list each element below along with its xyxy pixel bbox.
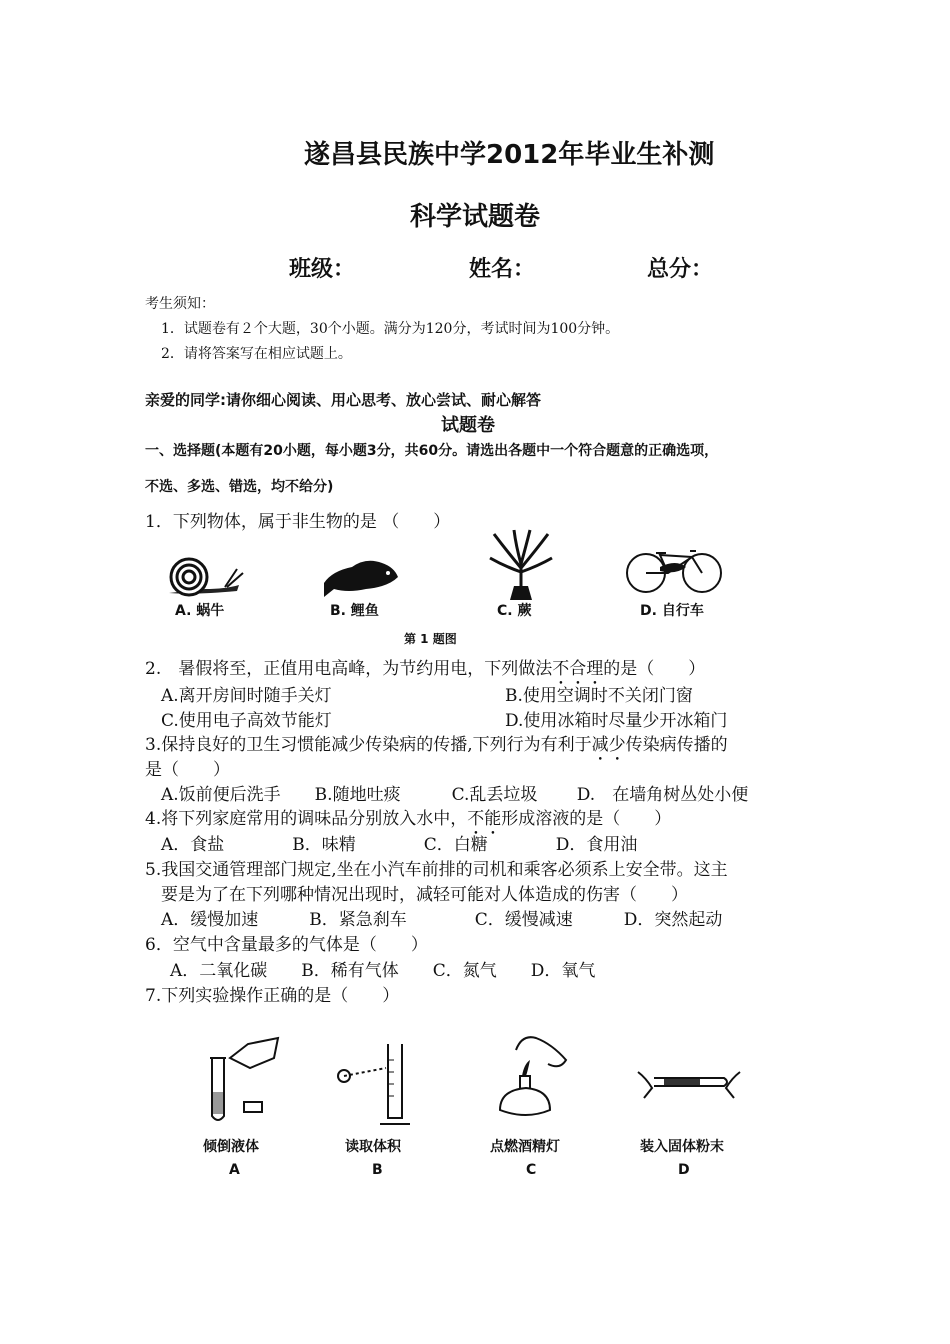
section-title: 试题卷 xyxy=(441,415,495,436)
snail-icon xyxy=(165,555,245,600)
q7-label-d: 装入固体粉末 xyxy=(640,1139,724,1155)
paper-title: 科学试题卷 xyxy=(410,202,541,232)
q4-stem-a: 4.将下列家庭常用的调味品分别放入水中， xyxy=(145,809,468,829)
q5-line1: 5.我国交通管理部门规定,坐在小汽车前排的司机和乘客必须系上安全带。这主 xyxy=(145,860,728,880)
q2-option-b: B.使用空调时不关闭门窗 xyxy=(505,686,693,706)
notice-item-1: 1．试题卷有２个大题，30个小题。满分为120分，考试时间为100分钟。 xyxy=(161,321,620,337)
q1-figure-caption: 第 1 题图 xyxy=(404,632,457,646)
q3-stem-a: 3.保持良好的卫生习惯能减少传染病的传播,下列行为有利于 xyxy=(145,735,592,755)
q7-letter-c: C xyxy=(526,1162,537,1178)
q3-options: A.饭前便后洗手 B.随地吐痰 C.乱丢垃圾 D. 在墙角树丛处小便 xyxy=(161,785,749,805)
q3-stem-b: 传染病传播的 xyxy=(625,735,728,755)
q2-option-c: C.使用电子高效节能灯 xyxy=(161,711,332,731)
q7-stem: 7.下列实验操作正确的是（ ） xyxy=(145,986,400,1006)
q2-option-d: D.使用冰箱时尽量少开冰箱门 xyxy=(505,711,728,731)
q5-options: A．缓慢加速 B．紧急刹车 C．缓慢减速 D．突然起动 xyxy=(161,910,723,930)
part1-instructions-line2: 不选、多选、错选，均不给分) xyxy=(145,479,334,495)
name-label: 姓名： xyxy=(469,257,536,282)
q4-stem-b: 形成溶液的是（ ） xyxy=(501,809,672,829)
q1-option-b: B. 鲤鱼 xyxy=(330,603,379,619)
q1-option-d: D. 自行车 xyxy=(640,603,704,619)
score-label: 总分： xyxy=(647,257,714,282)
q1-option-c: C. 蕨 xyxy=(497,603,532,619)
q6-stem: 6．空气中含量最多的气体是（ ） xyxy=(145,935,428,955)
q7-label-c: 点燃酒精灯 xyxy=(490,1139,560,1155)
q5-line2: 要是为了在下列哪种情况出现时，减轻可能对人体造成的伤害（ ） xyxy=(161,885,688,905)
q2-stem-a: 2. 暑假将至，正值用电高峰，为节约用电，下列做法 xyxy=(145,659,553,679)
q7-letter-b: B xyxy=(372,1162,383,1178)
q3-stem xyxy=(145,730,728,765)
q6-options: A．二氧化碳 B．稀有气体 C．氮气 D．氧气 xyxy=(170,961,596,981)
school-title: 遂昌县民族中学2012年毕业生补测 xyxy=(304,140,715,170)
greeting: 亲爱的同学:请你细心阅读、用心思考、放心尝试、耐心解答 xyxy=(145,391,542,409)
notice-heading: 考生须知： xyxy=(145,296,215,312)
q7-letter-d: D xyxy=(678,1162,690,1178)
q4-stem-emphasis: 不能 xyxy=(467,809,502,829)
q7-label-b: 读取体积 xyxy=(345,1139,401,1155)
q4-options: A．食盐 B．味精 C．白糖 D．食用油 xyxy=(161,835,638,855)
q3-stem-emphasis: 减少 xyxy=(591,735,626,755)
q1-stem: 1．下列物体，属于非生物的是 （ ） xyxy=(145,512,451,532)
fern-icon xyxy=(486,528,556,603)
light-lamp-icon xyxy=(490,1030,580,1125)
q2-stem-b: 的是（ ） xyxy=(603,659,706,679)
pour-liquid-icon xyxy=(200,1028,280,1128)
part1-instructions-line1: 一、选择题(本题有20小题，每小题3分，共60分。请选出各题中一个符合题意的正确选项， xyxy=(145,443,719,459)
bicycle-icon xyxy=(624,545,724,595)
q1-option-a: A. 蜗牛 xyxy=(175,603,225,619)
q2-stem-emphasis: 不合理 xyxy=(552,659,604,679)
read-volume-icon xyxy=(330,1040,420,1130)
carp-icon xyxy=(322,553,400,598)
class-label: 班级： xyxy=(289,257,356,282)
q7-label-a: 倾倒液体 xyxy=(203,1139,259,1155)
q7-letter-a: A xyxy=(229,1162,240,1178)
q3-stem-c: 是（ ） xyxy=(145,760,230,780)
add-powder-icon xyxy=(634,1058,744,1108)
q2-option-a: A.离开房间时随手关灯 xyxy=(161,686,332,706)
notice-item-2: 2．请将答案写在相应试题上。 xyxy=(161,346,352,362)
